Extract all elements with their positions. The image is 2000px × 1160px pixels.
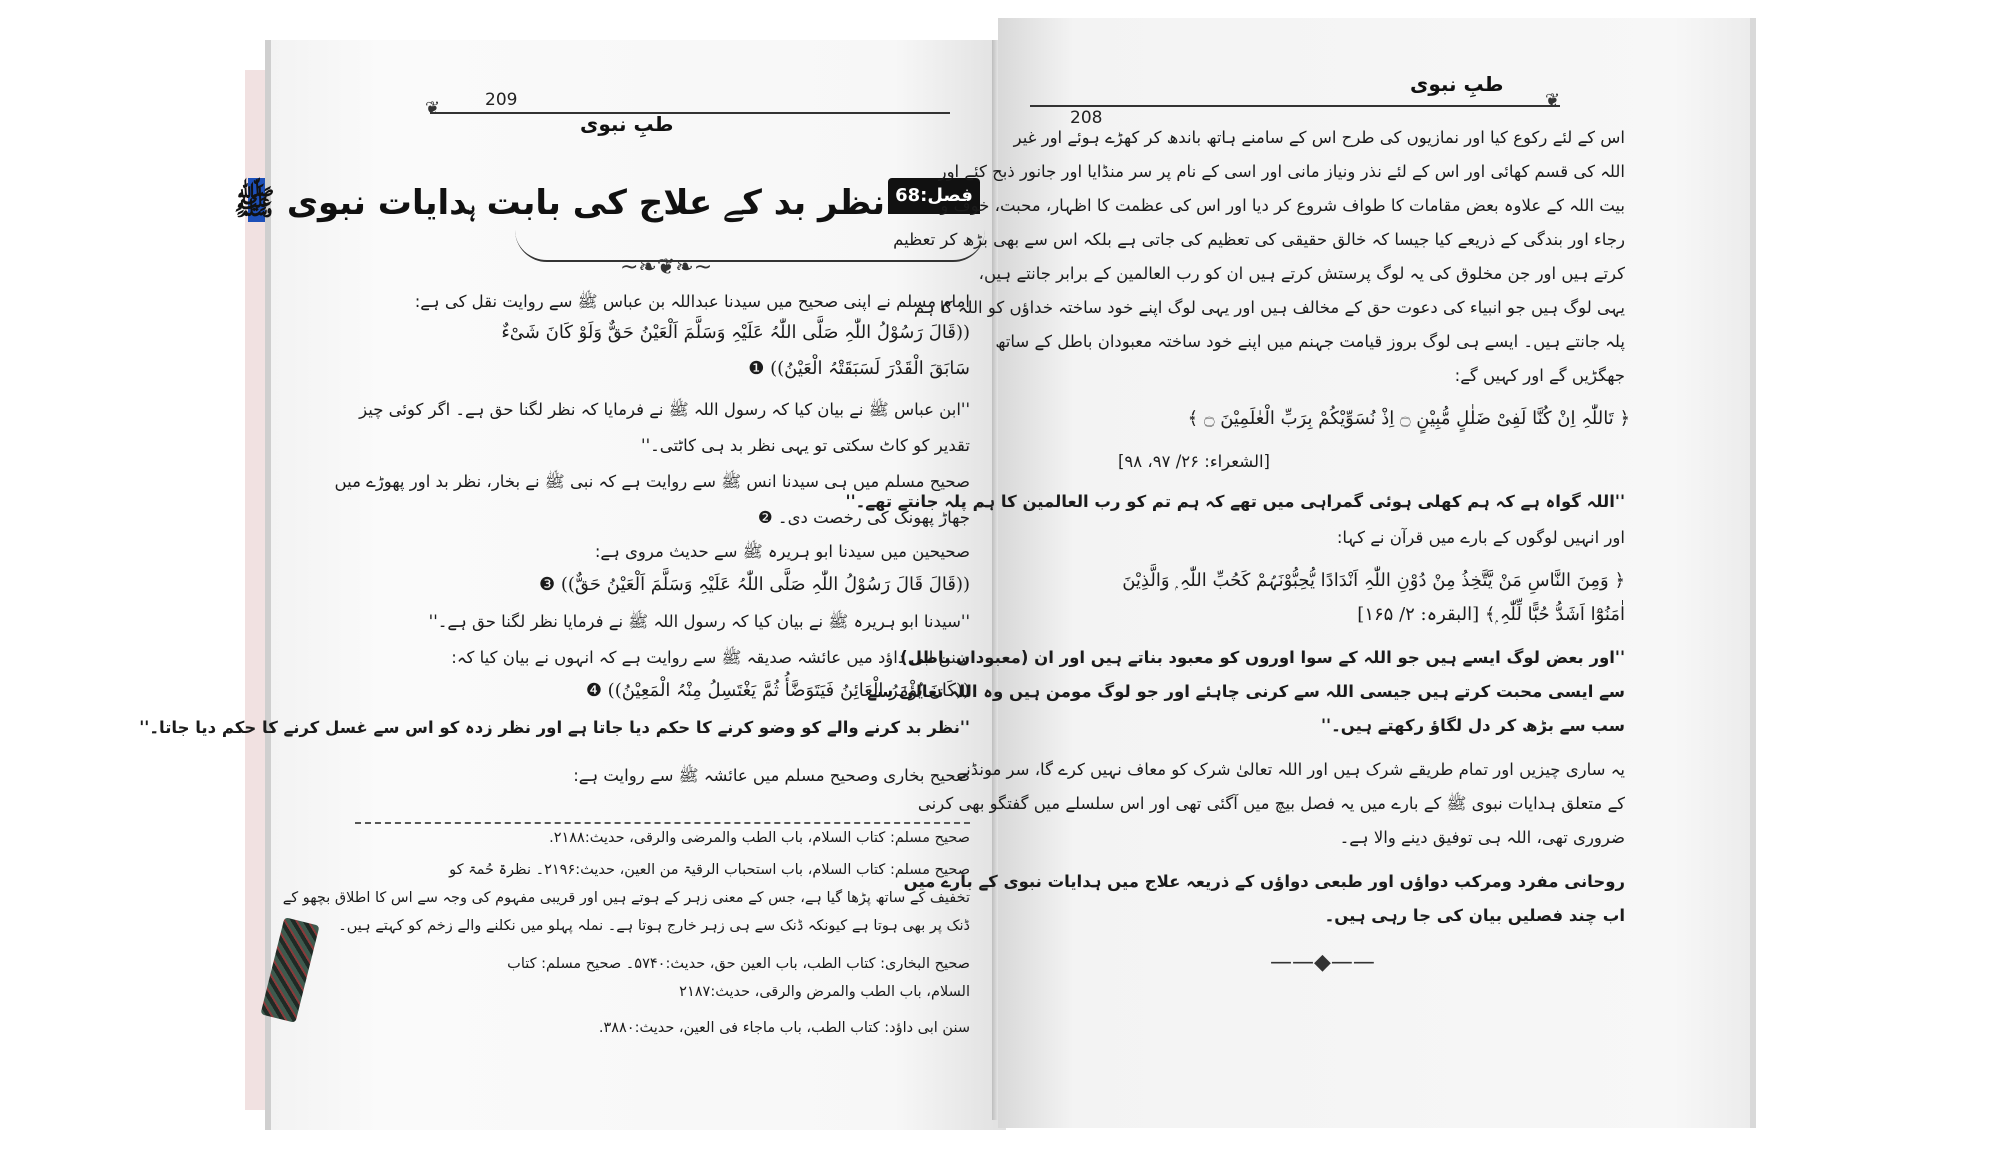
right-line-6: یہی لوگ ہیں جو انبیاء کی دعوت حق کے مخالف ہیں اور یہی لوگ اپنے خود ساختہ خداؤں کو اللہ کا ہم	[913, 298, 1625, 317]
right-page-number: 208	[1070, 108, 1103, 128]
footnote-1: صحیح مسلم: کتاب السلام، باب الطب والمرضی والرقی، حدیث:۲۱۸۸.	[549, 830, 970, 846]
footnote-2: صحیح مسلم: کتاب السلام، باب استحباب الرقیۃ من العین، حدیث:۲۱۹۶۔ نظرۃ حُمۃ کو	[449, 862, 970, 878]
left-line-8: صحیحین میں سیدنا ابو ہریرہ ﷺ سے حدیث مروی ہے:	[594, 542, 970, 561]
footnote-2-c: ڈنک پر بھی ہوتا ہے کیونکہ ڈنک سے ہی زہر خارج ہوتا ہے۔ نملہ پہلو میں نکلنے والے زخم کو کہتے ہیں۔	[338, 918, 970, 934]
left-line-13: ''نظر بد کرنے والے کو وضو کرنے کا حکم دیا جاتا ہے اور نظر زدہ کو اس سے غسل کرنے کا حکم دیا جاتا۔''	[139, 718, 970, 737]
right-line-17: روحانی مفرد ومرکب دواؤں اور طبعی دواؤں کے ذریعہ علاج میں ہدایات نبوی کے بارے میں	[903, 872, 1625, 891]
footnote-3: صحیح البخاری: کتاب الطب، باب العین حق، حدیث:۵۷۴۰۔ صحیح مسلم: کتاب	[507, 956, 970, 972]
left-line-12: ((کَانَ یُؤْمَرُ الْعَائِنُ فَیَتَوَضَّأُ ثُمَّ یَغْتَسِلُ مِنْہُ الْمَعِیْنُ)) ❹	[585, 680, 970, 701]
left-line-9: ((قَالَ قَالَ رَسُوْلُ اللّٰہِ صَلَّی اللّٰہُ عَلَیْہِ وَسَلَّمَ اَلْعَیْنُ حَقٌّ)) ❸	[539, 574, 970, 595]
right-quran-2: ﴿ وَمِنَ النَّاسِ مَنْ یَّتَّخِذُ مِنْ دُوْنِ اللّٰہِ اَنْدَادًا یُّحِبُّوْنَہُمْ کَحُبِّ اللّٰہِ ۭ وَالَّذِیْنَ	[1122, 570, 1625, 591]
left-header-rule	[430, 112, 950, 114]
left-running-head: طبِ نبوی	[580, 112, 674, 136]
right-line-9: ''اللہ گواہ ہے کہ ہم کھلی ہوئی گمراہی میں تھے کہ ہم تم کو رب العالمین کا ہم پلہ جانتے تھے۔''	[845, 492, 1625, 511]
right-running-head: طبِ نبوی	[1410, 72, 1504, 96]
left-header-ornament-icon: ❦	[425, 98, 441, 119]
left-line-5: تقدیر کو کاٹ سکتی تو یہی نظر بد ہی کاٹتی۔''	[641, 436, 970, 455]
left-line-4: ''ابن عباس ﷺ نے بیان کیا کہ رسول اللہ ﷺ نے فرمایا کہ نظر لگنا حق ہے۔ اگر کوئی چیز	[359, 400, 970, 419]
right-line-12: سے ایسی محبت کرتے ہیں جیسی اللہ سے کرنی چاہئے اور جو لوگ مومن ہیں وہ اللہ تعالیٰ سے	[867, 682, 1625, 701]
right-header-rule	[1030, 105, 1560, 107]
left-line-2: ((قَالَ رَسُوْلُ اللّٰہِ صَلَّی اللّٰہُ عَلَیْہِ وَسَلَّمَ اَلْعَیْنُ حَقٌّ وَلَوْ کَانَ شَیْءٌ	[501, 322, 970, 343]
right-line-10: اور انہیں لوگوں کے بارے میں قرآن نے کہا:	[1336, 528, 1625, 547]
right-header-ornament-icon: ❦	[1545, 90, 1561, 111]
right-line-16: ضروری تھی، اللہ ہی توفیق دینے والا ہے۔	[1339, 828, 1625, 847]
right-line-3: بیت اللہ کے علاوہ بعض مقامات کا طواف شروع کر دیا اور اس کی عظمت کا اظہار، محبت، خوف و	[940, 196, 1625, 215]
left-line-10: ''سیدنا ابو ہریرہ ﷺ نے بیان کیا کہ رسول اللہ ﷺ نے فرمایا نظر لگنا حق ہے۔''	[428, 612, 970, 631]
left-line-3: سَابَقَ الْقَدْرَ لَسَبَقَتْہُ الْعَیْنُ)) ❶	[748, 358, 970, 379]
right-line-13: سب سے بڑھ کر دل لگاؤ رکھتے ہیں۔''	[1320, 716, 1625, 735]
left-line-7: جھاڑ پھونک کی رخصت دی۔ ❷	[757, 508, 970, 527]
footnote-4: سنن ابی داؤد: کتاب الطب، باب ماجاء فی العین، حدیث:۳۸۸۰.	[598, 1020, 970, 1036]
right-line-18: اب چند فصلیں بیان کی جا رہی ہیں۔	[1324, 906, 1625, 925]
right-line-4: رجاء اور بندگی کے ذریعے کیا جیسا کہ خالق حقیقی کی تعظیم کی جاتی ہے بلکہ اس سے بھی بڑھ کر تعظیم	[893, 230, 1625, 249]
right-line-8: جھگڑیں گے اور کہیں گے:	[1454, 366, 1625, 385]
footnote-separator	[355, 822, 970, 824]
title-ornament-icon: ~❧❦❧~	[620, 255, 713, 280]
right-quran-1: ﴿ تَاللّٰہِ اِنْ کُنَّا لَفِیْ ضَلٰلٍ مُّبِیْنٍ ۝ اِذْ نُسَوِّیْکُمْ بِرَبِّ الْعٰلَمِیْنَ ۝ ﴾	[1187, 408, 1630, 429]
left-line-1: امام مسلم نے اپنی صحیح میں سیدنا عبداللہ بن عباس ﷺ سے روایت نقل کی ہے:	[414, 292, 970, 311]
footnote-2-b: تخفیف کے ساتھ پڑھا گیا ہے، جس کے معنی زہر کے ہوتے ہیں اور قریبی مفہوم کی وجہ سے اس کا اطلاق بچھو کے	[282, 890, 970, 906]
right-line-2: اللہ کی قسم کھائی اور اس کے لئے نذر ونیاز مانی اور اسی کے نام پر سر منڈایا اور جانور ذبح کئے اور	[938, 162, 1625, 181]
right-line-7: پلہ جانتے ہیں۔ ایسے ہی لوگ بروز قیامت جہنم میں اپنے خود ساختہ معبودان باطل کے ساتھ	[995, 332, 1625, 351]
right-ref-1: [الشعراء: ۲۶/ ۹۷، ۹۸]	[1117, 452, 1270, 471]
right-quran-3: اٰمَنُوْٓا اَشَدُّ حُبًّا لِّلّٰہِ ۭ﴾ [البقرہ: ۲/ ۱۶۵]	[1357, 604, 1625, 625]
right-line-5: کرتے ہیں اور جن مخلوق کی یہ لوگ پرستش کرتے ہیں ان کو رب العالمین کے برابر جانتے ہیں،	[978, 264, 1625, 283]
left-page-number: 209	[485, 90, 518, 110]
section-end-ornament-icon: ——◆——	[1270, 950, 1375, 975]
left-line-14: صحیح بخاری وصحیح مسلم میں عائشہ ﷺ سے روایت ہے:	[573, 766, 970, 785]
right-line-15: کے متعلق ہدایات نبوی ﷺ کے بارے میں یہ فصل بیچ میں آگئی تھی اور اس سلسلے میں گفتگو بھی کرنی	[917, 794, 1625, 813]
right-line-1: اس کے لئے رکوع کیا اور نمازیوں کی طرح اس کے سامنے ہاتھ باندھ کر کھڑے ہوئے اور غیر	[1013, 128, 1625, 147]
footnote-3-b: السلام، باب الطب والمرض والرقی، حدیث:۲۱۸۷	[679, 984, 970, 1000]
right-line-11: ''اور بعض لوگ ایسے ہیں جو اللہ کے سوا اوروں کو معبود بناتے ہیں اور ان (معبودان باطل)	[900, 648, 1625, 667]
chapter-badge: فصل:68	[888, 178, 980, 214]
chapter-title: نظر بد کے علاج کی بابت ہدایات نبوی ﷺ	[233, 183, 885, 223]
left-line-6: صحیح مسلم میں ہی سیدنا انس ﷺ سے روایت ہے کہ نبی ﷺ نے بخار، نظر بد اور پھوڑے میں	[334, 472, 970, 491]
left-line-11: سنن ابی داؤد میں عائشہ صدیقہ ﷺ سے روایت ہے کہ انہوں نے بیان کیا کہ:	[451, 648, 970, 667]
right-line-14: یہ ساری چیزیں اور تمام طریقے شرک ہیں اور اللہ تعالیٰ شرک کو معاف نہیں کرے گا، سر مونڈنے	[956, 760, 1625, 779]
